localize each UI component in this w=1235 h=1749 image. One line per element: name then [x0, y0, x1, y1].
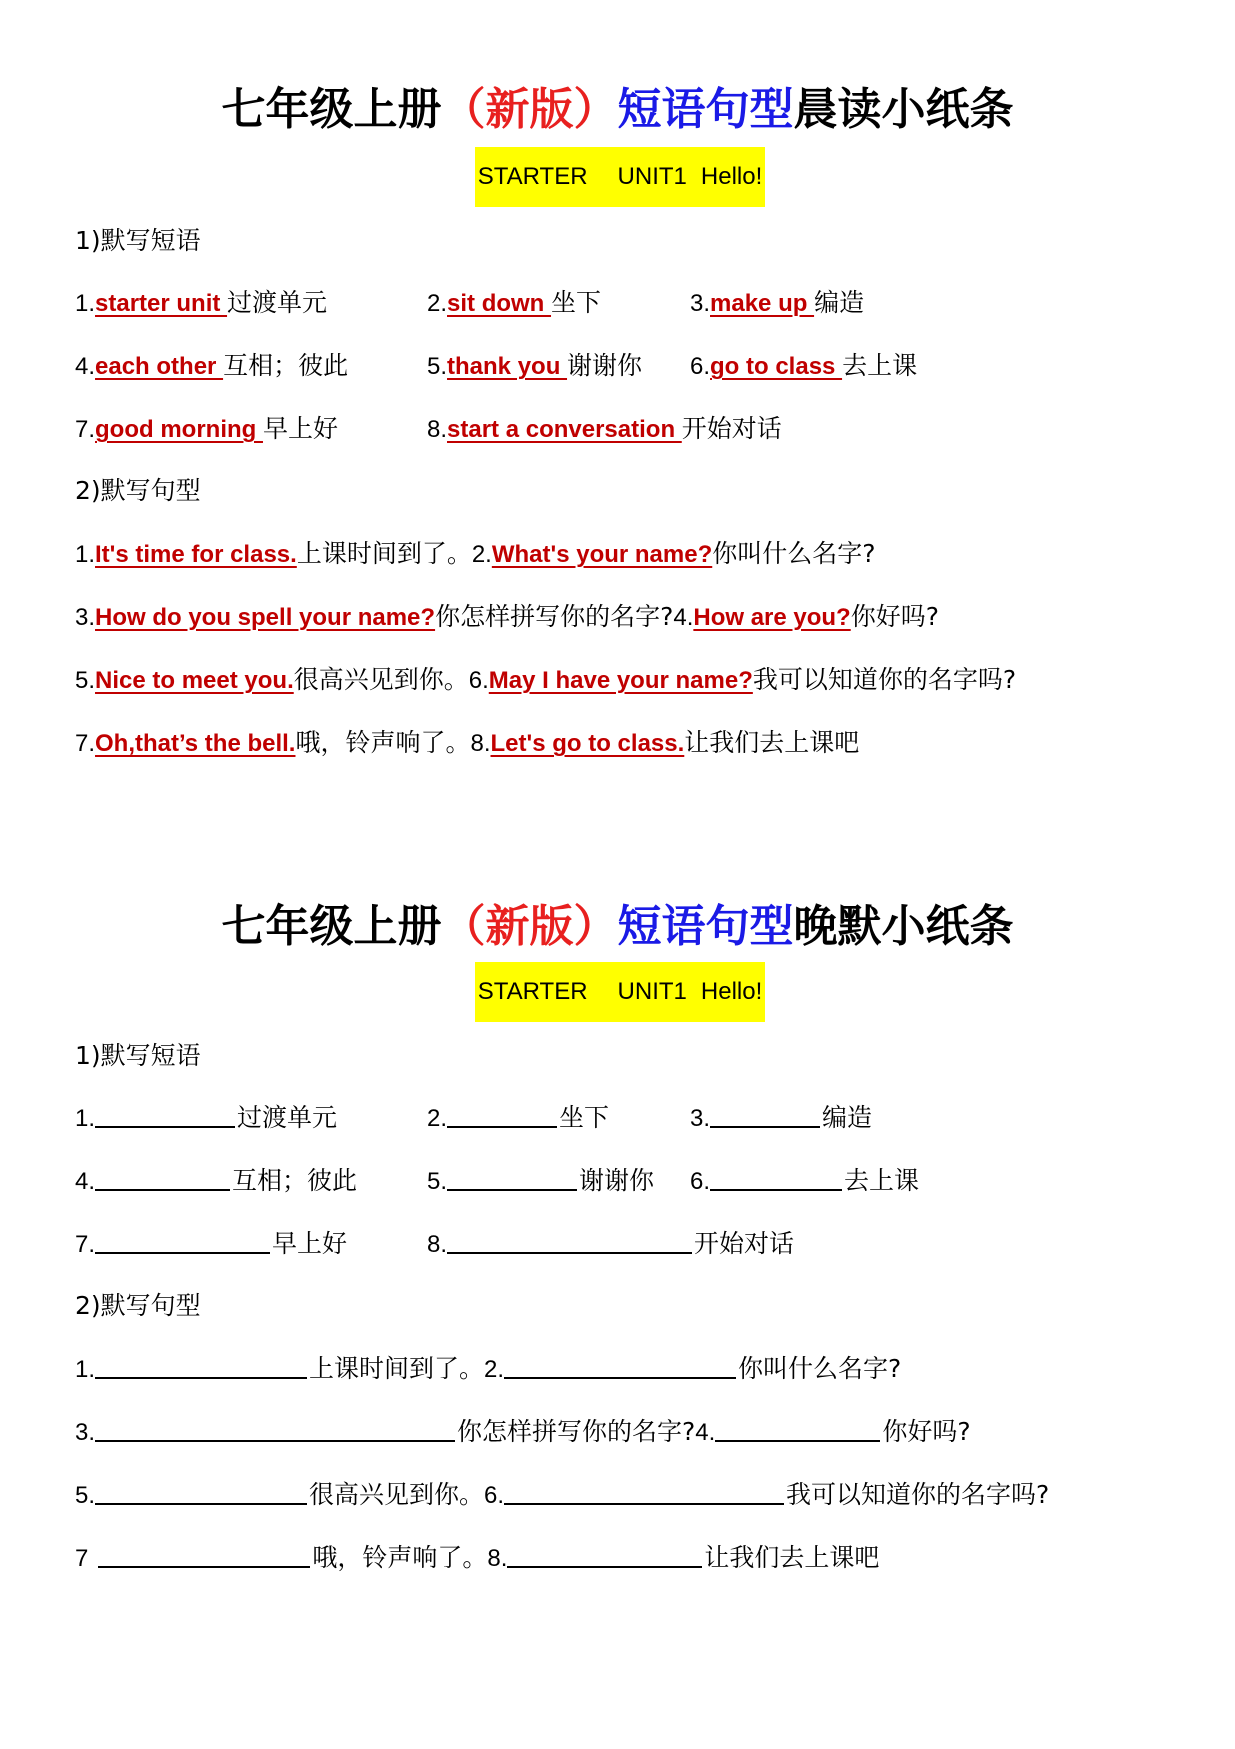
- morning-phrase-6: 6. go to class 去上课: [690, 348, 917, 384]
- evening-sentence-row-4: 7 哦，铃声响了。 8. 让我们去上课吧: [75, 1543, 880, 1572]
- title-edition: （新版）: [441, 84, 618, 135]
- morning-title: [0, 80, 1235, 140]
- answer-text: How are you?: [693, 604, 851, 631]
- unit-number: UNIT1: [617, 163, 687, 190]
- answer-blank[interactable]: [95, 1102, 235, 1128]
- morning-phrase-2: 2. sit down 坐下: [427, 285, 601, 321]
- evening-phrase-label: 1)默写短语: [75, 1041, 201, 1070]
- morning-phrase-7: 7. good morning 早上好: [75, 411, 338, 447]
- morning-sentence-row-2: 3. How do you spell your name? 你怎样拼写你的名字? 4. How are you? 你好吗?: [75, 599, 939, 635]
- evening-phrase-4: 4. 互相；彼此: [75, 1166, 358, 1195]
- answer-text: Nice to meet you.: [95, 667, 294, 694]
- answer-text: each other: [95, 353, 224, 380]
- answer-blank[interactable]: [710, 1165, 842, 1191]
- morning-sentence-row-1: 1. It's time for class. 上课时间到了。 2. What's your name? 你叫什么名字?: [75, 536, 876, 572]
- answer-blank[interactable]: [95, 1165, 230, 1191]
- evening-phrase-5: 5. 谢谢你: [427, 1166, 655, 1195]
- evening-unit-banner: [475, 962, 765, 1022]
- unit-number: UNIT1: [617, 978, 687, 1005]
- answer-text: go to class: [710, 353, 843, 380]
- title-topic: 短语句型: [617, 84, 794, 135]
- unit-starter: STARTER: [477, 163, 588, 190]
- answer-text: It's time for class.: [95, 541, 297, 568]
- title-type: 晨读小纸条: [793, 84, 1014, 135]
- answer-blank[interactable]: [95, 1416, 455, 1442]
- answer-text: thank you: [447, 353, 568, 380]
- morning-phrase-4: 4. each other 互相；彼此: [75, 348, 348, 384]
- answer-text: sit down: [447, 290, 552, 317]
- evening-phrase-1: 1. 过渡单元: [75, 1103, 338, 1132]
- evening-phrase-8: 8. 开始对话: [427, 1229, 795, 1258]
- answer-blank[interactable]: [447, 1228, 692, 1254]
- morning-sentence-row-3: 5. Nice to meet you. 很高兴见到你。 6. May I have your name? 我可以知道你的名字吗?: [75, 662, 1016, 698]
- evening-phrase-3: 3. 编造: [690, 1103, 873, 1132]
- title-grade: 七年级上册: [221, 84, 442, 135]
- evening-title: [0, 897, 1235, 957]
- title-grade: 七年级上册: [221, 901, 442, 952]
- evening-sentence-label: 2)默写句型: [75, 1291, 201, 1320]
- answer-blank[interactable]: [95, 1353, 307, 1379]
- answer-text: How do you spell your name?: [95, 604, 436, 631]
- answer-blank[interactable]: [507, 1542, 702, 1568]
- evening-phrase-6: 6. 去上课: [690, 1166, 920, 1195]
- evening-sentence-row-2: 3. 你怎样拼写你的名字? 4. 你好吗?: [75, 1417, 971, 1446]
- evening-sentence-row-1: 1. 上课时间到了。 2. 你叫什么名字?: [75, 1354, 902, 1383]
- morning-phrase-3: 3. make up 编造: [690, 285, 864, 321]
- answer-blank[interactable]: [504, 1353, 736, 1379]
- answer-blank[interactable]: [710, 1102, 820, 1128]
- unit-name: Hello!: [700, 163, 763, 190]
- morning-phrase-5: 5. thank you 谢谢你: [427, 348, 642, 384]
- answer-blank[interactable]: [504, 1479, 784, 1505]
- answer-text: May I have your name?: [488, 667, 753, 694]
- evening-sentence-row-3: 5. 很高兴见到你。 6. 我可以知道你的名字吗?: [75, 1480, 1050, 1509]
- morning-phrase-1: 1. starter unit 过渡单元: [75, 285, 327, 321]
- morning-sentence-row-4: 7. Oh,that’s the bell. 哦，铃声响了。 8. Let's go to class. 让我们去上课吧: [75, 725, 859, 761]
- answer-blank[interactable]: [715, 1416, 880, 1442]
- answer-text: Oh,that’s the bell.: [95, 730, 296, 757]
- evening-phrase-7: 7. 早上好: [75, 1229, 348, 1258]
- answer-text: start a conversation: [447, 416, 682, 443]
- unit-starter: STARTER: [477, 978, 588, 1005]
- unit-name: Hello!: [700, 978, 763, 1005]
- morning-phrase-label: 1)默写短语: [75, 226, 201, 255]
- evening-phrase-2: 2. 坐下: [427, 1103, 610, 1132]
- answer-blank[interactable]: [447, 1102, 557, 1128]
- title-topic: 短语句型: [617, 901, 794, 952]
- morning-phrase-8: 8. start a conversation 开始对话: [427, 411, 782, 447]
- title-type: 晚默小纸条: [793, 901, 1014, 952]
- answer-text: make up: [710, 290, 815, 317]
- answer-blank[interactable]: [95, 1479, 307, 1505]
- answer-blank[interactable]: [98, 1542, 310, 1568]
- answer-text: good morning: [95, 416, 263, 443]
- answer-blank[interactable]: [95, 1228, 270, 1254]
- answer-text: starter unit: [95, 290, 228, 317]
- morning-unit-banner: [475, 147, 765, 207]
- answer-text: Let's go to class.: [490, 730, 685, 757]
- answer-text: What's your name?: [491, 541, 713, 568]
- morning-sentence-label: 2)默写句型: [75, 476, 201, 505]
- title-edition: （新版）: [441, 901, 618, 952]
- answer-blank[interactable]: [447, 1165, 577, 1191]
